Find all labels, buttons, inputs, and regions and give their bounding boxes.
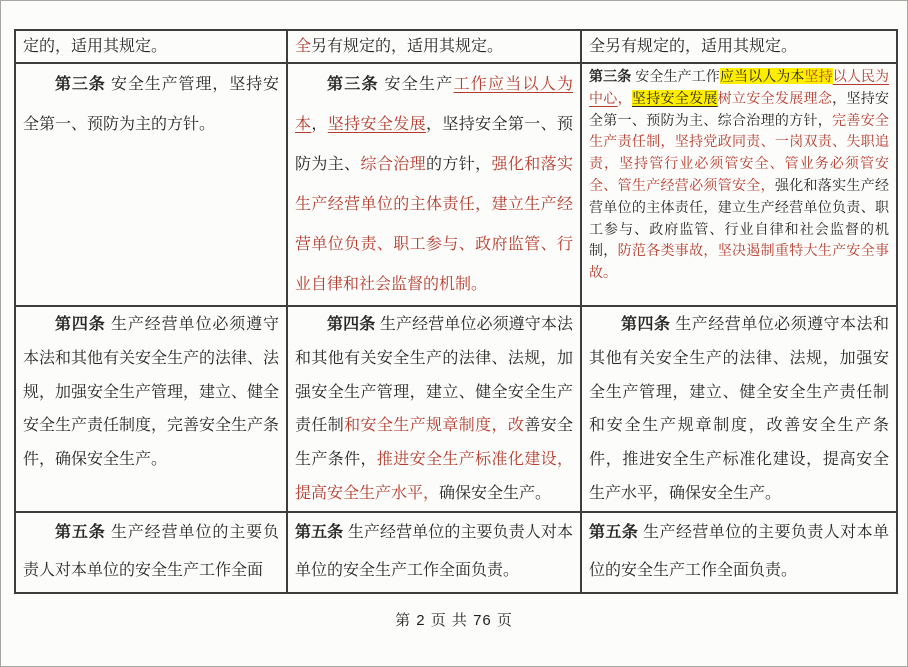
table-cell-r2c3 [581, 63, 897, 306]
table-cell-r3c3 [581, 306, 897, 512]
text-segment: ， [617, 89, 632, 106]
table-cell-r2c2 [287, 63, 581, 306]
table-row [15, 306, 897, 512]
text-segment: 生产经营单位必须遵守本法和其他有关安全生产的法律、法规，加强安全生产管理，建立、健全安全生产责任制 [295, 316, 573, 435]
text-segment: 全另有规定的，适用其规定。 [589, 38, 798, 55]
text-segment: 坚持 [804, 68, 833, 84]
text-segment: 综合治理 [360, 156, 426, 173]
table-cell-r3c1 [15, 306, 287, 512]
text-segment: 防范各类事故，坚决遏制重特大生产安全事故。 [589, 242, 890, 281]
table-cell-r4c3 [581, 512, 897, 593]
text-segment: 确保安全生产。 [439, 484, 552, 502]
text-segment: 应当以人为本 [719, 68, 805, 84]
text-segment: 第四条 [621, 316, 671, 333]
text-segment: 生产经营单位的主要负责人对本单位的安全生产工作全面 [23, 523, 279, 579]
text-segment: 全 [295, 38, 312, 55]
text-segment: 坚持安全发展 [327, 116, 426, 133]
text-segment: ，坚持安全第一、预防为主、综合治理的方针， [589, 89, 890, 128]
text-segment: 生产经营单位必须遵守本法和其他有关安全生产的法律、法规，加强安全生产管理，建立、健全安全生产责任制和安全生产规章制度，改善安全生产条件，推进安全生产标准化建设，提高安全生产水平，确保安全生产。 [589, 316, 889, 502]
text-segment: 第五条 [589, 523, 639, 541]
text-segment: 强化和落实生产经营单位的主体责任，建立生产经营单位负责、职工参与、政府监管、行业自律和社会监督的机制。 [295, 156, 573, 293]
text-segment: ， [311, 116, 328, 133]
text-segment: 另有规定的，适用其规定。 [311, 38, 504, 55]
page-number-footer: 第 2 页 共 76 页 [395, 612, 513, 629]
text-segment: 推进安全生产标准化建设，提高安全生产水平， [295, 451, 573, 502]
text-segment: 树立安全发展理念 [717, 89, 833, 106]
text-segment: 和安全生产规章制度，改 [344, 417, 525, 435]
text-segment: 定的，适用其规定。 [23, 38, 168, 55]
text-segment: 安全生产工作 [631, 68, 720, 84]
text-segment: ，坚持安全第一、预防为主、 [295, 116, 573, 173]
text-segment: 的方针， [426, 156, 492, 173]
table-cell-r2c1 [15, 63, 287, 306]
text-segment: 第五条 [55, 523, 106, 541]
text-segment: 第四条 [327, 316, 376, 333]
text-segment: 生产经营单位的主要负责人对本单位的安全生产工作全面负责。 [589, 523, 889, 579]
table-cell-r1c2 [287, 30, 581, 63]
table-cell-r1c3 [581, 30, 897, 63]
table-row [15, 30, 897, 63]
law-comparison-table [14, 29, 898, 594]
text-segment: 完善安全生产责任制，坚持党政同责、一岗双责、失职追责，坚持管行业必须管安全、管业务必须管安全、管生产经营必须管安全， [589, 111, 890, 193]
text-segment: 第三条 [55, 76, 106, 93]
text-segment: 生产经营单位的主要负责人对本单位的安全生产工作全面负责。 [295, 523, 573, 579]
table-cell-r1c1 [15, 30, 287, 63]
text-segment: 第五条 [295, 523, 344, 541]
text-segment: 第三条 [589, 68, 632, 84]
text-segment: 第四条 [55, 316, 106, 333]
table-cell-r4c1 [15, 512, 287, 593]
text-segment: 安全生产 [378, 76, 454, 93]
text-segment: 安全生产管理，坚持安全第一、预防为主的方针。 [23, 76, 279, 133]
text-segment: 善安全生产条件， [295, 417, 573, 469]
text-segment: 工作应当以人为本 [295, 76, 573, 133]
text-segment: 生产经营单位必须遵守本法和其他有关安全生产的法律、法规，加强安全生产管理，建立、健全安全生产责任制度，完善安全生产条件，确保安全生产。 [23, 316, 280, 469]
table-cell-r3c2 [287, 306, 581, 512]
text-segment: 坚持安全发展 [631, 89, 718, 106]
text-segment: 强化和落实生产经营单位的主体责任，建立生产经营单位负责、职工参与、政府监管、行业自律和社会监督的机制， [589, 176, 890, 259]
table-cell-r4c2 [287, 512, 581, 593]
text-segment: 以人民为中心 [589, 68, 890, 106]
text-segment: 第三条 [327, 76, 379, 93]
table-row [15, 512, 897, 593]
table-row [15, 63, 897, 306]
